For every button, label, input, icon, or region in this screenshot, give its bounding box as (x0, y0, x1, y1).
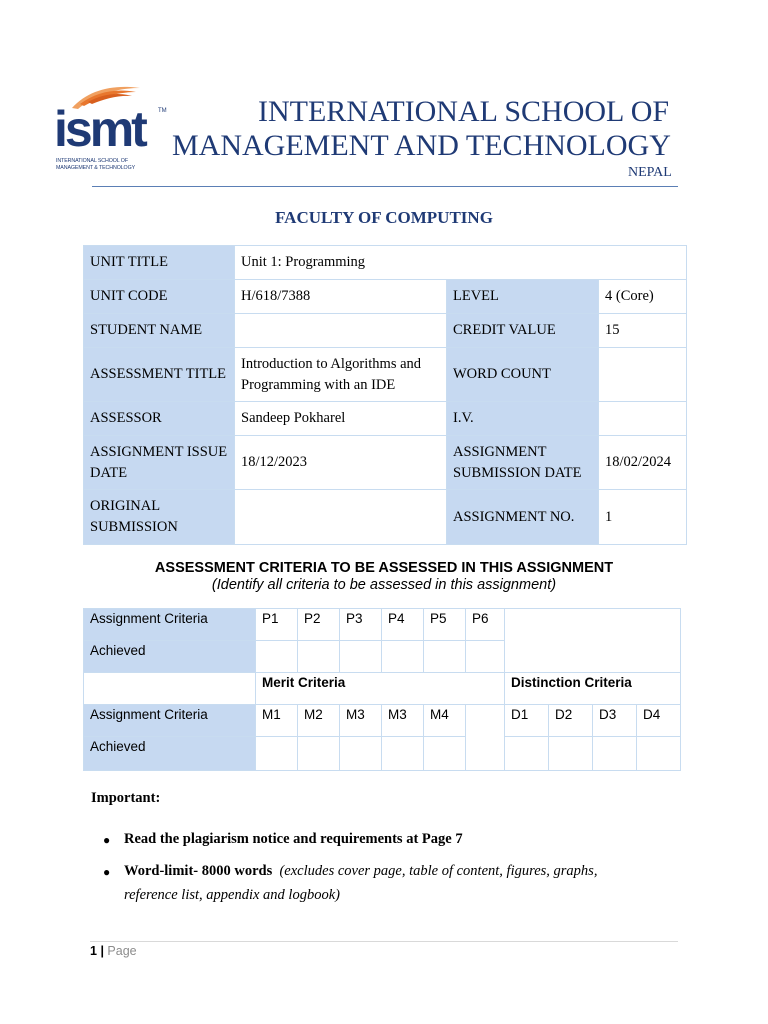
criteria-code-m1: M1 (255, 704, 298, 737)
achieved-cell[interactable] (381, 640, 424, 673)
achieved-cell[interactable] (548, 736, 593, 771)
distinction-criteria-header: Distinction Criteria (504, 672, 681, 705)
school-country: NEPAL (628, 165, 672, 180)
issue-date-value: 18/12/2023 (235, 436, 447, 490)
assignment-no-label: ASSIGNMENT NO. (447, 490, 599, 545)
submission-date-label: ASSIGNMENT SUBMISSION DATE (447, 436, 599, 490)
assessment-title-value: Introduction to Algorithms and Programming with an IDE (235, 348, 447, 402)
assessor-label: ASSESSOR (84, 402, 235, 436)
submission-date-value: 18/02/2024 (599, 436, 687, 490)
assessment-title-label: ASSESSMENT TITLE (84, 348, 235, 402)
iv-value (599, 402, 687, 436)
achieved-cell[interactable] (255, 640, 298, 673)
achieved-cell[interactable] (297, 736, 340, 771)
unit-code-label: UNIT CODE (84, 280, 235, 314)
student-name-value (235, 314, 447, 348)
criteria-code-p3: P3 (339, 608, 382, 641)
empty-cell (83, 672, 256, 705)
criteria-heading: ASSESSMENT CRITERIA TO BE ASSESSED IN THIS ASSIGNMENT (154, 560, 614, 576)
list-item (124, 827, 463, 851)
level-label: LEVEL (447, 280, 599, 314)
ismt-logo (54, 82, 172, 178)
school-name-line2: MANAGEMENT AND TECHNOLOGY (172, 129, 671, 162)
criteria-code-p6: P6 (465, 608, 505, 641)
word-limit-text: Word-limit- 8000 words (124, 863, 273, 879)
list-item (124, 859, 597, 907)
table-row (84, 402, 687, 436)
achieved-cell[interactable] (465, 640, 505, 673)
table-row (84, 490, 687, 545)
criteria-code-d3: D3 (592, 704, 637, 737)
bullet-icon: ● (103, 833, 111, 847)
iv-label: I.V. (447, 402, 599, 436)
level-value: 4 (Core) (599, 280, 687, 314)
achieved-cell[interactable] (636, 736, 681, 771)
pass-achieved-label: Achieved (83, 640, 256, 673)
table-row (84, 314, 687, 348)
issue-date-label: ASSIGNMENT ISSUE DATE (84, 436, 235, 490)
unit-info-table (83, 245, 687, 545)
achieved-cell[interactable] (592, 736, 637, 771)
criteria-code-p1: P1 (255, 608, 298, 641)
achieved-cell[interactable] (339, 640, 382, 673)
achieved-cell[interactable] (255, 736, 298, 771)
plagiarism-notice-text: Read the plagiarism notice and requirements at Page 7 (124, 831, 463, 847)
criteria-code-m2: M2 (297, 704, 340, 737)
table-row (84, 348, 687, 402)
criteria-subheading: (Identify all criteria to be assessed in this assignment) (211, 577, 557, 593)
word-limit-note-line2: reference list, appendix and logbook) (124, 887, 340, 903)
important-heading: Important: (91, 790, 161, 806)
achieved-cell[interactable] (423, 640, 466, 673)
pass-assignment-criteria-label: Assignment Criteria (83, 608, 256, 641)
page-footer (90, 944, 137, 958)
criteria-code-p2: P2 (297, 608, 340, 641)
achieved-cell[interactable] (381, 736, 424, 771)
achieved-cell[interactable] (339, 736, 382, 771)
table-row (84, 436, 687, 490)
achieved-cell[interactable] (423, 736, 466, 771)
header-divider (92, 186, 678, 187)
criteria-code-m3: M3 (339, 704, 382, 737)
table-row (84, 280, 687, 314)
credit-value-value: 15 (599, 314, 687, 348)
original-submission-value (235, 490, 447, 545)
empty-cell (504, 608, 681, 673)
original-submission-label: ORIGINAL SUBMISSION (84, 490, 235, 545)
word-limit-note-line1: (excludes cover page, table of content, figures, graphs, (279, 863, 598, 879)
footer-divider (90, 941, 678, 942)
school-name-line1: INTERNATIONAL SCHOOL OF (258, 95, 670, 128)
bullet-icon: ● (103, 865, 111, 879)
unit-title-label: UNIT TITLE (84, 246, 235, 280)
criteria-code-p5: P5 (423, 608, 466, 641)
logo-subtitle-line1: INTERNATIONAL SCHOOL OF (56, 158, 128, 164)
criteria-grid (83, 608, 681, 771)
achieved-cell[interactable] (297, 640, 340, 673)
merit-assignment-criteria-label: Assignment Criteria (83, 704, 256, 737)
assessor-value: Sandeep Pokharel (235, 402, 447, 436)
faculty-heading: FACULTY OF COMPUTING (275, 208, 493, 227)
table-row (84, 246, 687, 280)
assignment-no-value: 1 (599, 490, 687, 545)
logo-subtitle-line2: MANAGEMENT & TECHNOLOGY (56, 165, 136, 171)
page-label: Page (107, 944, 137, 958)
merit-achieved-label: Achieved (83, 736, 256, 771)
criteria-code-d4: D4 (636, 704, 681, 737)
criteria-code-m3-second: M3 (381, 704, 424, 737)
criteria-code-d2: D2 (548, 704, 593, 737)
credit-value-label: CREDIT VALUE (447, 314, 599, 348)
criteria-code-d1: D1 (504, 704, 549, 737)
unit-code-value: H/618/7388 (235, 280, 447, 314)
word-count-label: WORD COUNT (447, 348, 599, 402)
empty-cell (465, 704, 505, 771)
page-separator: | (100, 944, 104, 958)
logo-wordmark: ismt (54, 101, 145, 157)
word-count-value (599, 348, 687, 402)
criteria-code-p4: P4 (381, 608, 424, 641)
logo-trademark: TM (158, 108, 167, 114)
unit-title-value: Unit 1: Programming (235, 246, 687, 280)
student-name-label: STUDENT NAME (84, 314, 235, 348)
achieved-cell[interactable] (504, 736, 549, 771)
merit-criteria-header: Merit Criteria (255, 672, 505, 705)
criteria-code-m4: M4 (423, 704, 466, 737)
page-number: 1 (90, 944, 97, 958)
